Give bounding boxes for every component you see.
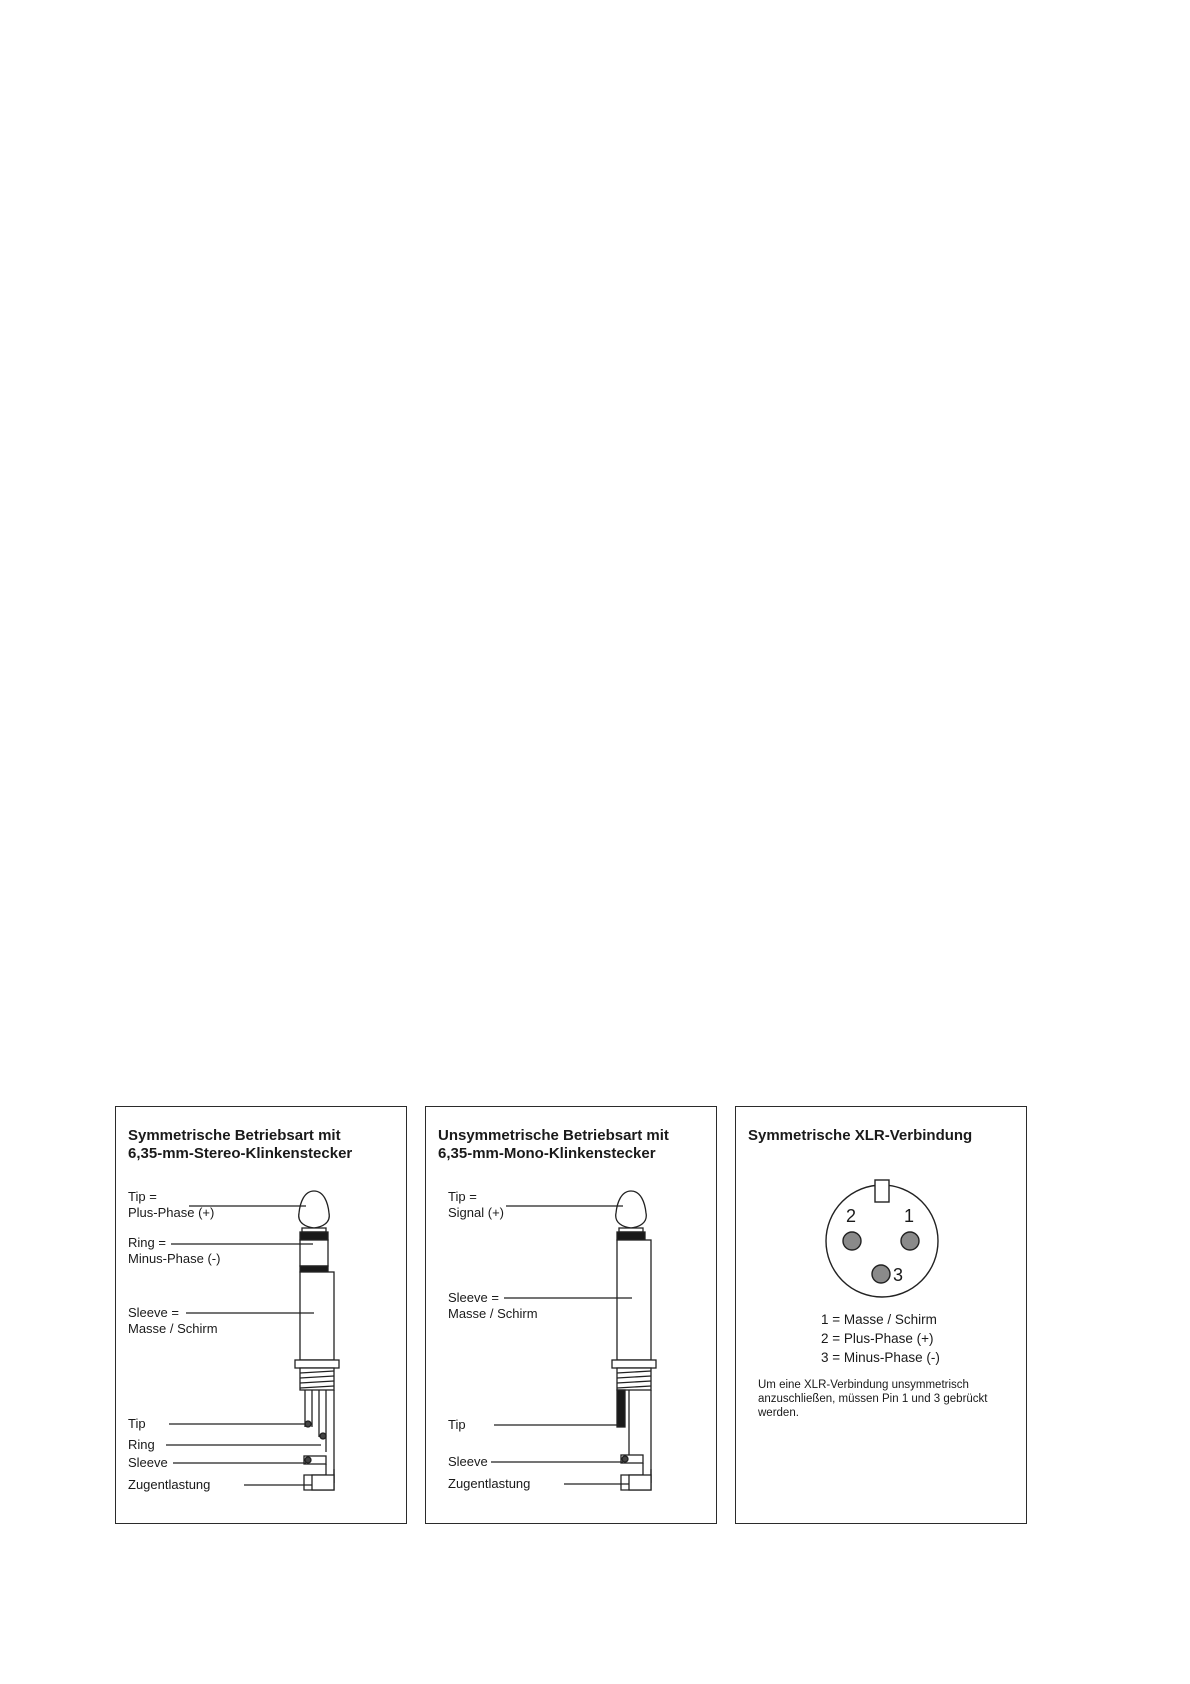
wire-ring-label: Ring	[128, 1437, 155, 1452]
tip-conductor	[617, 1390, 625, 1427]
wire-sleeve-label: Sleeve	[448, 1454, 488, 1469]
stereo-jack-panel	[115, 1106, 407, 1524]
ring-label: Ring = Minus-Phase (-)	[128, 1235, 221, 1266]
insulator-ring	[617, 1232, 645, 1240]
tip-label: Tip = Signal (+)	[448, 1189, 504, 1220]
legend-item: 3 = Minus-Phase (-)	[821, 1350, 940, 1365]
plug-tip	[616, 1191, 647, 1228]
plug-sleeve	[300, 1272, 334, 1360]
panel-title: Symmetrische Betriebsart mit 6,35-mm-Stereo-Klinkenstecker	[128, 1127, 353, 1162]
xlr-key-notch	[875, 1180, 889, 1202]
pin-1-dot	[901, 1232, 919, 1250]
plug-collar	[612, 1360, 656, 1368]
xlr-panel	[735, 1106, 1027, 1524]
plug-collar	[295, 1360, 339, 1368]
strain-relief-label: Zugentlastung	[128, 1477, 211, 1492]
wire-sleeve-label: Sleeve	[128, 1455, 168, 1470]
insulator-ring-1	[300, 1232, 328, 1240]
unbalanced-note: Um eine XLR-Verbindung unsymmetrisch anzuschließen, müssen Pin 1 und 3 gebrückt werden.	[758, 1379, 988, 1419]
pin-legend	[821, 1310, 940, 1367]
plug-tip	[299, 1191, 330, 1228]
panel-title: Unsymmetrische Betriebsart mit 6,35-mm-Mono-Klinkenstecker	[438, 1127, 669, 1162]
panel-title: Symmetrische XLR-Verbindung	[748, 1127, 973, 1144]
strain-relief-label: Zugentlastung	[448, 1476, 531, 1491]
legend-item: 2 = Plus-Phase (+)	[821, 1331, 934, 1346]
insulator-ring-2	[300, 1266, 328, 1272]
wire-tip-label: Tip	[128, 1416, 146, 1431]
pin-3-dot	[872, 1265, 890, 1283]
mono-jack-panel	[425, 1106, 717, 1524]
tip-label: Tip = Plus-Phase (+)	[128, 1189, 215, 1220]
sleeve-label: Sleeve = Masse / Schirm	[128, 1305, 218, 1336]
wire-tip-label: Tip	[448, 1417, 466, 1432]
pin-3-number: 3	[893, 1265, 904, 1285]
pin-1-number: 1	[904, 1206, 915, 1226]
plug-sleeve	[617, 1240, 651, 1360]
sleeve-label: Sleeve = Masse / Schirm	[448, 1290, 538, 1321]
legend-item: 1 = Masse / Schirm	[821, 1312, 937, 1327]
pin-2-number: 2	[846, 1206, 857, 1226]
pin-2-dot	[843, 1232, 861, 1250]
